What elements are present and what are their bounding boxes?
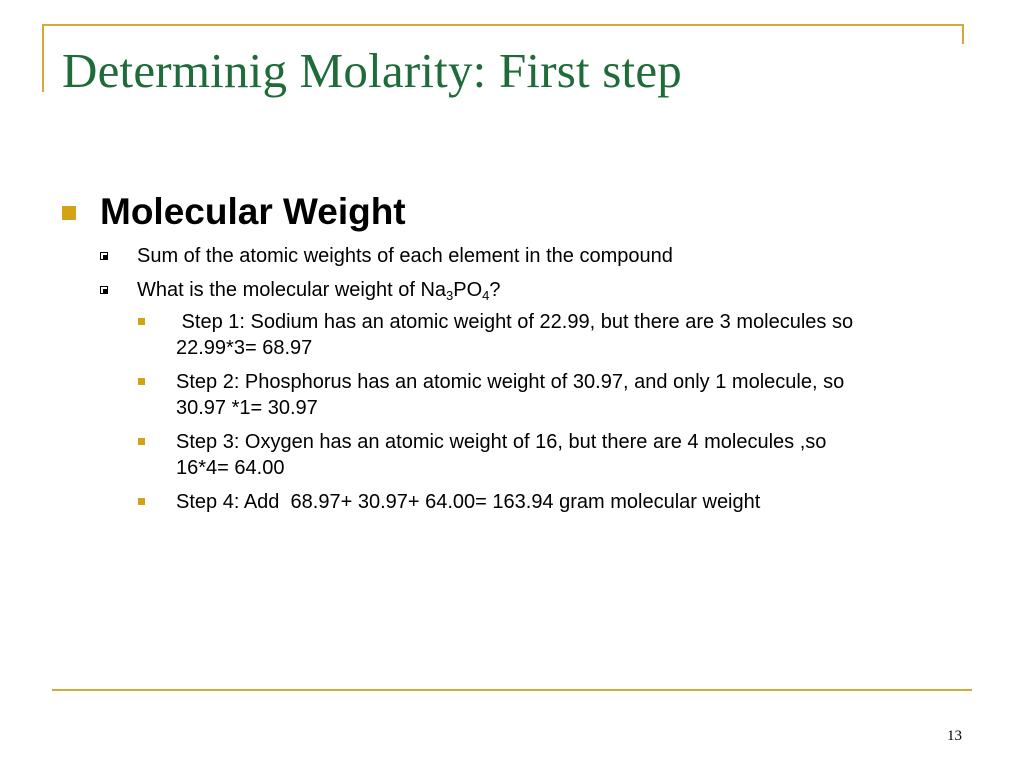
hollow-square-bullet-icon	[100, 252, 108, 260]
hollow-square-bullet-icon	[100, 286, 108, 294]
square-bullet-icon	[62, 206, 76, 220]
sub-bullet-text: What is the molecular weight of $Na_3PO_4$?	[137, 279, 501, 303]
square-bullet-icon	[138, 438, 145, 445]
sub-bullet-text: Sum of the atomic weights of each element in the compound	[137, 245, 673, 267]
slide-title: Determinig Molarity: First step	[62, 43, 682, 98]
left-frame-line	[42, 24, 44, 92]
right-frame-line	[962, 24, 964, 44]
step-text: Step 1: Sodium has an atomic weight of 22.99, but there are 3 molecules so 22.99*3= 68.97	[176, 311, 854, 359]
step-text: Step 4: Add 68.97+ 30.97+ 64.00= 163.94 gram molecular weight	[176, 491, 761, 513]
footer-rule	[52, 689, 972, 691]
step-text: Step 2: Phosphorus has an atomic weight of 30.97, and only 1 molecule, so 30.97 *1= 30.97	[176, 371, 845, 419]
square-bullet-icon	[138, 378, 145, 385]
main-bullet-heading: Molecular Weight	[100, 191, 406, 232]
top-frame-line	[42, 24, 964, 26]
square-bullet-icon	[138, 498, 145, 505]
square-bullet-icon	[138, 318, 145, 325]
step-text: Step 3: Oxygen has an atomic weight of 16, but there are 4 molecules ,so 16*4= 64.00	[176, 431, 827, 479]
page-number: 13	[947, 728, 962, 744]
